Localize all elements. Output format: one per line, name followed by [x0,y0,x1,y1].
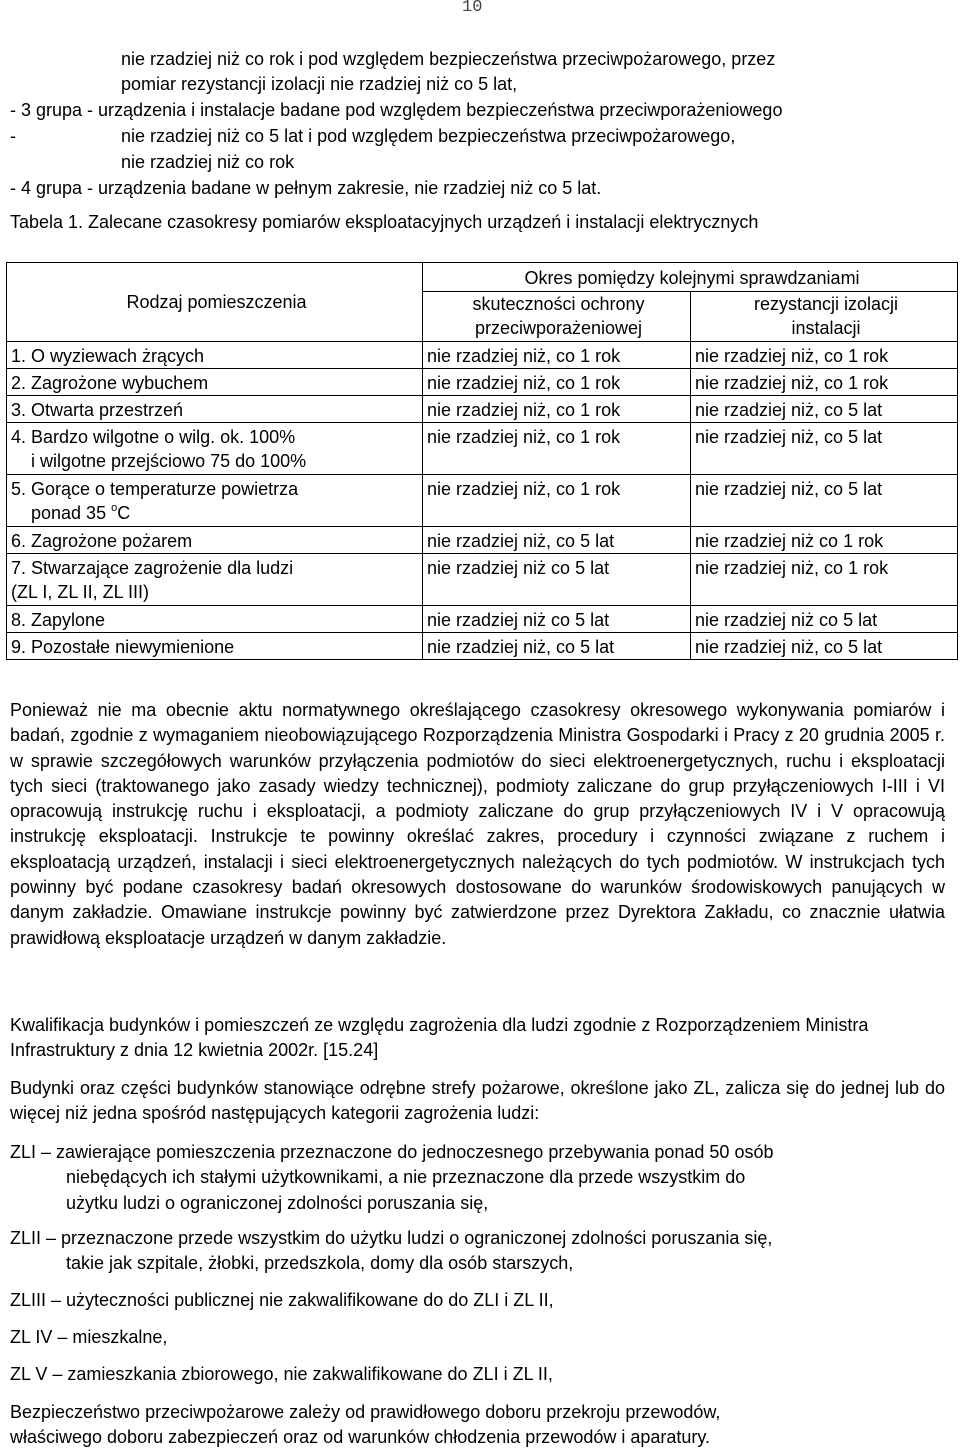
intro-line-4: nie rzadziej niż co 5 lat i pod względem bezpieczeństwa przeciwpożarowego, [121,126,736,146]
table-row-6-room: 6. Zagrożone pożarem [7,527,423,554]
table-row-2-room: 2. Zagrożone wybuchem [7,369,423,396]
table-row-1-protection: nie rzadziej niż, co 1 rok [423,342,691,369]
zl2-definition [10,1226,945,1277]
table-row-4-room-line2: i wilgotne przejściowo 75 do 100% [31,451,307,471]
table-row-1-room: 1. O wyziewach żrących [7,342,423,369]
header-insulation-line2: instalacji [791,318,861,338]
header-protection-line1: skuteczności ochrony [472,294,645,314]
header-protection-line2: przeciwporażeniowej [474,318,643,338]
zl2-line1: ZLII – przeznaczone przede wszystkim do użytku ludzi o ograniczonej zdolności poruszania się, [10,1228,773,1248]
table-row-7-room-line1: 7. Stwarzające zagrożenie dla ludzi [11,558,294,578]
zl1-line3: użytku ludzi o ograniczonej zdolności poruszania się, [66,1192,489,1213]
table-row-8-room: 8. Zapylone [7,606,423,633]
degree-superscript: o [111,502,118,514]
zl3-definition: ZLIII – użyteczności publicznej nie zakwalifikowane do do ZLI i ZL II, [10,1290,554,1310]
table-row-7-room [7,554,423,606]
paragraph-fire-safety-line1: Bezpieczeństwo przeciwpożarowe zależy od prawidłowego doboru przekroju przewodów, [10,1402,721,1422]
table-row-7-room-line2: (ZL I, ZL II, ZL III) [11,582,150,602]
header-insulation [691,292,958,342]
intro-line-6: - 4 grupa - urządzenia badane w pełnym zakresie, nie rzadziej niż co 5 lat. [10,178,602,198]
table-row-7-insulation: nie rzadziej niż, co 1 rok [691,554,958,606]
table-row-4-room-line1: 4. Bardzo wilgotne o wilg. ok. 100% [11,427,296,447]
table-row-3-protection: nie rzadziej niż, co 1 rok [423,396,691,423]
table-row-3-room: 3. Otwarta przestrzeń [7,396,423,423]
table-row-1-insulation: nie rzadziej niż, co 1 rok [691,342,958,369]
table-row-5-room [7,475,423,527]
table-row-5-room-line2-unit: C [117,503,131,523]
header-insulation-line1: rezystancji izolacji [753,294,899,314]
table-row-4-room [7,423,423,475]
table-row-6-protection: nie rzadziej niż, co 5 lat [423,527,691,554]
table-caption: Tabela 1. Zalecane czasokresy pomiarów eksploatacyjnych urządzeń i instalacji elektrycznych [10,212,759,232]
paragraph-instructions: Ponieważ nie ma obecnie aktu normatywnego określającego czasokresy okresowego wykonywania pomiarów i badań, zgodnie z wymaganiem nieobowiązującego Rozporządzenia Ministra Gospodarki i Pracy z 20 grudnia 2005 r. w sprawie szczegółowych warunków przyłączenia podmiotów do sieci elektroenergetycznych, ruchu i eksploatacji tych sieci (traktowanego jako zasady wiedzy technicznej), podmioty zaliczane do grup przyłączeniowych I-III i VI opracowują instrukcję ruchu i eksploatacji, a podmioty zaliczane do grup przyłączeniowych IV i V opracowują instrukcję eksploatacji. Instrukcje te powinny określać zakres, procedury i czynności związane z ruchem i eksploatacją urządzeń, instalacji i sieci elektroenergetycznych należących do tych podmiotów. W instrukcjach tych powinny być podane czasokresy badań okresowych dostosowane do warunków środowiskowych panujących w danym zakładzie. Omawiane instrukcje powinny być zatwierdzone przez Dyrektora Zakładu, co znacznie ułatwia prawidłową eksploatacje urządzeń w danym zakładzie. [10,700,945,948]
zl2-line2: takie jak szpitale, żłobki, przedszkola, domy dla osób starszych, [66,1253,574,1274]
table-row-5-protection: nie rzadziej niż, co 1 rok [423,475,691,527]
table-row-5-room-line2 [11,501,422,525]
zl1-line2: niebędących ich stałymi użytkownikami, a nie przeznaczone dla przede wszystkim do [66,1167,746,1188]
paragraph-building-qualification: Kwalifikacja budynków i pomieszczeń ze względu zagrożenia dla ludzi zgodnie z Rozporządzeniem Ministra Infrastruktury z dnia 12 kwietnia 2002r. [15.24] [10,1015,869,1061]
table-row-3-insulation: nie rzadziej niż, co 5 lat [691,396,958,423]
zl1-definition [10,1140,945,1216]
table-row-7-protection: nie rzadziej niż co 5 lat [423,554,691,606]
paragraph-zl-categories-intro: Budynki oraz części budynków stanowiące odrębne strefy pożarowe, określone jako ZL, zalicza się do jednej lub do więcej niż jedna spośród następujących kategorii zagrożenia ludzi: [10,1078,945,1124]
table-row-4-protection: nie rzadziej niż, co 1 rok [423,423,691,475]
table-row-4-insulation: nie rzadziej niż, co 5 lat [691,423,958,475]
table-row-8-protection: nie rzadziej niż co 5 lat [423,606,691,633]
table-row-9-room: 9. Pozostałe niewymienione [7,633,423,660]
zl4-definition: ZL IV – mieszkalne, [10,1327,168,1347]
header-interval-group: Okres pomiędzy kolejnymi sprawdzaniami [423,263,958,292]
page-number: 10 [462,0,483,17]
intervals-table [6,262,957,660]
zl5-definition: ZL V – zamieszkania zbiorowego, nie zakwalifikowane do ZLI i ZL II, [10,1364,553,1384]
table-row-8-insulation: nie rzadziej niż co 5 lat [691,606,958,633]
table-row-5-room-line2-text: ponad 35 [31,503,107,523]
intro-line-4-dash: - [10,126,16,146]
intro-line-1: nie rzadziej niż co rok i pod względem bezpieczeństwa przeciwpożarowego, przez [121,49,776,69]
intro-line-5: nie rzadziej niż co rok [121,152,295,172]
header-room-type: Rodzaj pomieszczenia [7,263,423,342]
intro-line-2: pomiar rezystancji izolacji nie rzadziej niż co 5 lat, [121,74,518,94]
table-row-2-protection: nie rzadziej niż, co 1 rok [423,369,691,396]
table-row-5-room-line1: 5. Gorące o temperaturze powietrza [11,479,299,499]
table-row-5-insulation: nie rzadziej niż, co 5 lat [691,475,958,527]
table-row-9-insulation: nie rzadziej niż, co 5 lat [691,633,958,660]
paragraph-fire-safety-line2: właściwego doboru zabezpieczeń oraz od warunków chłodzenia przewodów i aparatury. [10,1427,711,1447]
header-protection [423,292,691,342]
table-row-9-protection: nie rzadziej niż, co 5 lat [423,633,691,660]
zl1-line1: ZLI – zawierające pomieszczenia przeznaczone do jednoczesnego przebywania ponad 50 osób [10,1142,774,1162]
table-row-6-insulation: nie rzadziej niż co 1 rok [691,527,958,554]
intro-line-3: - 3 grupa - urządzenia i instalacje badane pod względem bezpieczeństwa przeciwporażeniowego [10,100,783,120]
table-row-2-insulation: nie rzadziej niż, co 1 rok [691,369,958,396]
